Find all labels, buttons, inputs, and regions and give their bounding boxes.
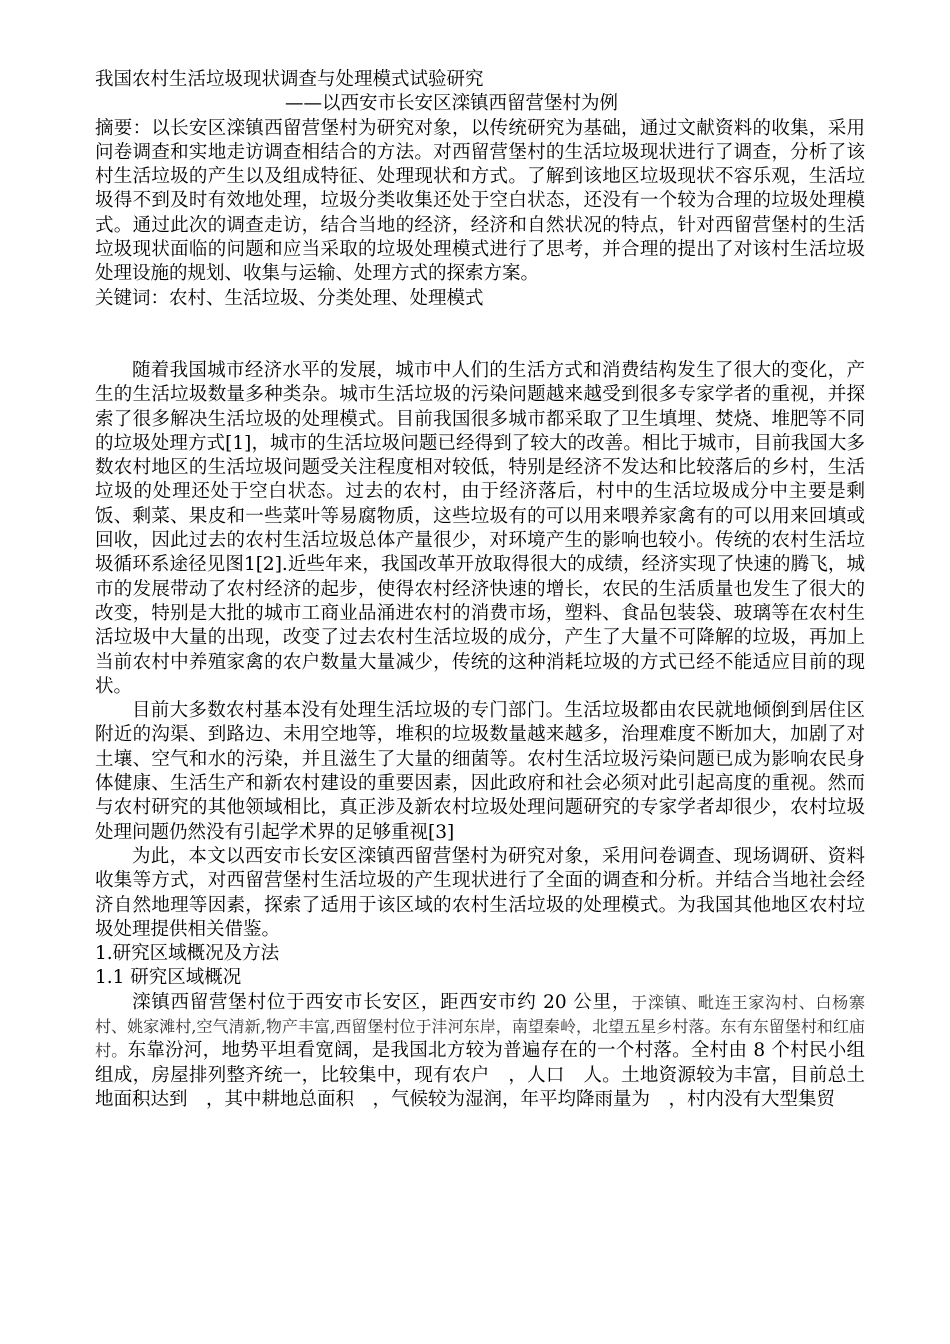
abstract: 摘要：以长安区滦镇西留营堡村为研究对象，以传统研究为基础，通过文献资料的收集，采用问卷调查和实地走访调查相结合的方法。对西留营堡村的生活垃圾现状进行了调查，分析了该村生活垃圾的产生以及组成特征、处理现状和方式。了解到该地区垃圾现状不容乐观，生活垃圾得不到及时有效地处理，垃圾分类收集还处于空白状态，还没有一个较为合理的垃圾处理模式。通过此次的调查走访，结合当地的经济，经济和自然状况的特点，针对西留营堡村的生活垃圾现状面临的问题和应当采取的垃圾处理模式进行了思考，并合理的提出了对该村生活垃圾处理设施的规划、收集与运输、处理方式的探索方案。 xyxy=(95,117,865,285)
body-paragraph: 目前大多数农村基本没有处理生活垃圾的专门部门。生活垃圾都由农民就地倾倒到居住区附近的沟渠、到路边、未用空地等，堆积的垃圾数量越来越多，治理难度不断加大，加剧了对土壤、空气和水的污染，并且滋生了大量的细菌等。农村生活垃圾污染问题已成为影响农民身体健康、生活生产和新农村建设的重要因素，因此政府和社会必须对此引起高度的重视。然而与农村研究的其他领域相比，真正涉及新农村垃圾处理问题研究的专家学者却很少，农村垃圾处理问题仍然没有引起学术界的足够重视[3] xyxy=(95,700,865,843)
paragraph-small-text: 于滦镇、毗连王家沟村、白杨寨村、姚家滩村,空气清新,物产丰富,西留堡村位于沣河东岸，南望秦岭，北望五星乡村落。东有东留堡村和红庙村。 xyxy=(95,992,865,1061)
section-heading: 1.研究区域概况及方法 xyxy=(95,943,280,965)
document-page xyxy=(95,68,865,1112)
subsection-heading: 1.1 研究区域概况 xyxy=(95,967,242,989)
section-gap xyxy=(95,311,865,359)
body-paragraph xyxy=(95,991,865,1112)
keywords: 关键词：农村、生活垃圾、分类处理、处理模式 xyxy=(95,287,484,309)
paragraph-text: 东靠汾河，地势平坦看宽阔，是我国北方较为普遍存在的一个村落。全村由 8 个村民小组组成，房屋排列整齐统一，比较集中，现有农户 ，人口 人。土地资源较为丰富，目前总土地面积达到 ，其中耕地总面积 ，气候较为湿润，年平均降雨量为 ，村内没有大型集贸 xyxy=(95,1040,865,1110)
body-paragraph: 随着我国城市经济水平的发展，城市中人们的生活方式和消费结构发生了很大的变化，产生的生活垃圾数量多种类杂。城市生活垃圾的污染问题越来越受到很多专家学者的重视，并探索了很多解决生活垃圾的处理模式。目前我国很多城市都采取了卫生填埋、焚烧、堆肥等不同的垃圾处理方式[1]，城市的生活垃圾问题已经得到了较大的改善。相比于城市，目前我国大多数农村地区的生活垃圾问题受关注程度相对较低，特别是经济不发达和比较落后的乡村，生活垃圾的处理还处于空白状态。过去的农村，由于经济落后，村中的生活垃圾成分中主要是剩饭、剩菜、果皮和一些菜叶等易腐物质，这些垃圾有的可以用来喂养家禽有的可以用来回填或回收，因此过去的农村生活垃圾总体产量很少，对环境产生的影响也较小。传统的农村生活垃圾循环系途径见图1[2].近些年来，我国改革开放取得很大的成绩，经济实现了快速的腾飞，城市的发展带动了农村经济的起步，使得农村经济快速的增长，农民的生活质量也发生了很大的改变，特别是大批的城市工商业品涌进农村的消费市场，塑料、食品包装袋、玻璃等在农村生活垃圾中大量的出现，改变了过去农村生活垃圾的成分，产生了大量不可降解的垃圾，再加上当前农村中养殖家禽的农户数量大量减少，传统的这种消耗垃圾的方式已经不能适应目前的现状。 xyxy=(95,359,865,697)
paragraph-text: 滦镇西留营堡村位于西安市长安区，距西安市约 20 公里， xyxy=(132,991,632,1013)
document-subtitle: ——以西安市长安区滦镇西留营堡村为例 xyxy=(285,93,619,115)
body-paragraph: 为此，本文以西安市长安区滦镇西留营堡村为研究对象，采用问卷调查、现场调研、资料收集等方式，对西留营堡村生活垃圾的产生现状进行了全面的调查和分析。并结合当地社会经济自然地理等因素，探索了适用于该区域的农村生活垃圾的处理模式。为我国其他地区农村垃圾处理提供相关借鉴。 xyxy=(95,845,865,940)
document-title: 我国农村生活垃圾现状调查与处理模式试验研究 xyxy=(95,69,484,90)
